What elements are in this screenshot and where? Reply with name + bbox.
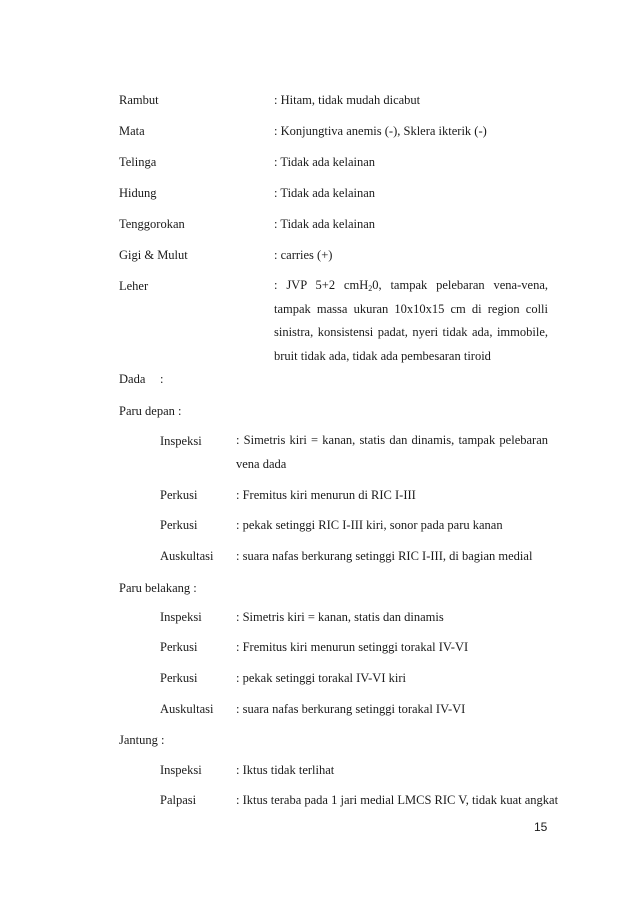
exam-label: Hidung bbox=[119, 186, 157, 200]
exam-value: : Hitam, tidak mudah dicabut bbox=[274, 93, 421, 107]
exam-label: Perkusi bbox=[160, 488, 198, 502]
section-heading: Paru belakang : bbox=[119, 581, 197, 595]
exam-value: : Iktus teraba pada 1 jari medial LMCS RIC V, tidak kuat angkat bbox=[236, 793, 559, 807]
leher-value-sub: 2 bbox=[368, 284, 373, 293]
exam-value: : Iktus tidak terlihat bbox=[236, 763, 335, 777]
exam-value: : suara nafas berkurang setinggi torakal IV-VI bbox=[236, 702, 466, 716]
exam-label: Telinga bbox=[119, 155, 157, 169]
section-label: Dada bbox=[119, 372, 146, 386]
exam-value: : suara nafas berkurang setinggi RIC I-III, di bagian medial bbox=[236, 549, 533, 563]
exam-value: : Tidak ada kelainan bbox=[274, 155, 376, 169]
exam-label: Mata bbox=[119, 124, 145, 138]
page-number: 15 bbox=[534, 820, 548, 834]
exam-value: : Simetris kiri = kanan, statis dan dinamis bbox=[236, 610, 444, 624]
exam-label: Tenggorokan bbox=[119, 217, 185, 231]
leher-value-pre: : JVP 5+2 cmH bbox=[274, 278, 369, 292]
exam-value: : carries (+) bbox=[274, 248, 333, 262]
exam-label: Rambut bbox=[119, 93, 159, 107]
exam-value: : Fremitus kiri menurun di RIC I-III bbox=[236, 488, 416, 502]
exam-label: Auskultasi bbox=[160, 549, 214, 563]
leher-value-post: 0, tampak pelebaran vena-vena, tampak massa ukuran 10x10x15 cm di region colli sinistra, konsistensi padat, nyeri tidak ada, immobile, bruit tidak ada, tidak ada pembesaran tiroid bbox=[274, 278, 548, 363]
exam-label: Inspeksi bbox=[160, 434, 202, 448]
leher-description bbox=[274, 274, 548, 368]
exam-label: Leher bbox=[119, 279, 149, 293]
exam-label: Inspeksi bbox=[160, 763, 202, 777]
exam-value: : Tidak ada kelainan bbox=[274, 217, 376, 231]
exam-label: Perkusi bbox=[160, 518, 198, 532]
exam-label: Inspeksi bbox=[160, 610, 202, 624]
exam-label: Perkusi bbox=[160, 671, 198, 685]
paru-depan-inspeksi-value: : Simetris kiri = kanan, statis dan dinamis, tampak pelebaran vena dada bbox=[236, 433, 548, 471]
exam-label: Auskultasi bbox=[160, 702, 214, 716]
exam-value: : Fremitus kiri menurun setinggi torakal IV-VI bbox=[236, 640, 469, 654]
exam-value: : Tidak ada kelainan bbox=[274, 186, 376, 200]
section-colon: : bbox=[160, 372, 164, 386]
exam-label: Perkusi bbox=[160, 640, 198, 654]
exam-label: Gigi & Mulut bbox=[119, 248, 188, 262]
exam-value: : pekak setinggi RIC I-III kiri, sonor pada paru kanan bbox=[236, 518, 503, 532]
exam-value: : pekak setinggi torakal IV-VI kiri bbox=[236, 671, 406, 685]
section-heading: Paru depan : bbox=[119, 404, 182, 418]
exam-label: Palpasi bbox=[160, 793, 197, 807]
section-heading: Jantung : bbox=[119, 733, 165, 747]
exam-value: : Konjungtiva anemis (-), Sklera ikterik (-) bbox=[274, 124, 487, 138]
